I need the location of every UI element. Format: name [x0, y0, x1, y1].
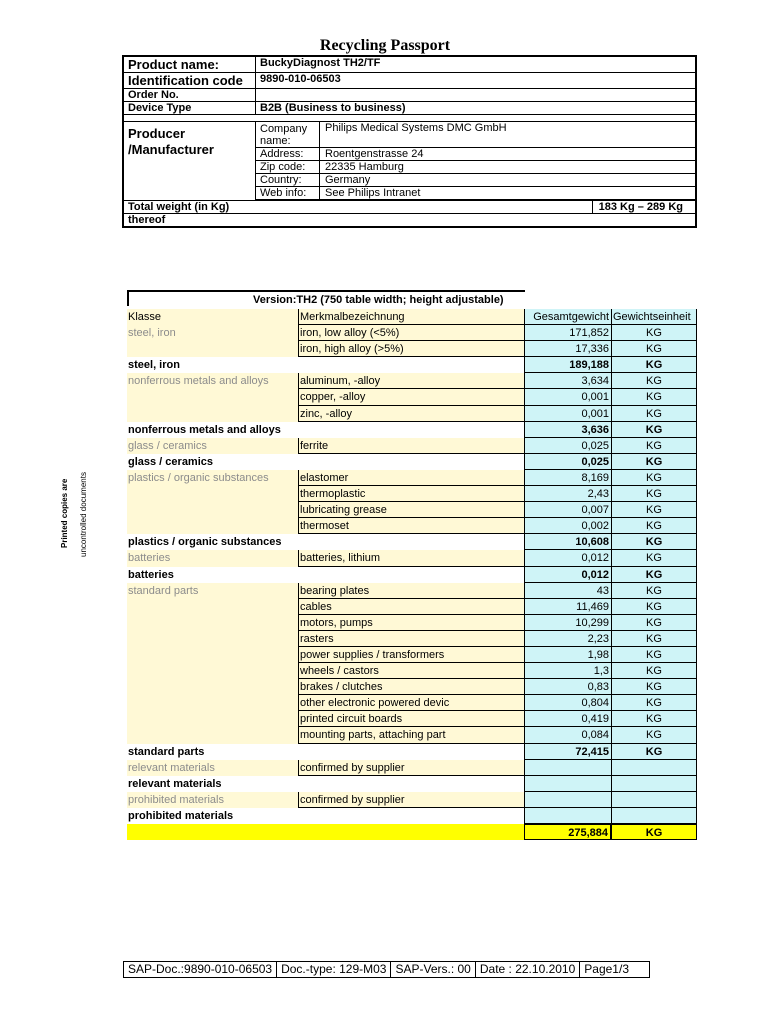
producer-label: [124, 122, 256, 200]
web-label: Web info:: [256, 186, 320, 199]
table-row: [127, 599, 697, 615]
klasse-cell: steel, iron: [127, 357, 524, 373]
unit-cell: KG: [611, 631, 697, 647]
device-type-value: B2B (Business to business): [260, 102, 406, 114]
table-subtotal-row: [127, 422, 697, 438]
unit-cell: [611, 760, 697, 776]
order-row: [124, 89, 695, 102]
weight-cell: 171,852: [524, 325, 611, 341]
weight-cell: 10,608: [524, 534, 611, 550]
unit-cell: KG: [611, 357, 697, 373]
col-header-klasse: Klasse: [127, 309, 298, 325]
klasse-cell: plastics / organic substances: [127, 470, 298, 486]
weight-cell: 17,336: [524, 341, 611, 357]
unit-cell: KG: [611, 583, 697, 599]
product-name-value: BuckyDiagnost TH2/TF: [260, 57, 381, 69]
unit-cell: KG: [611, 389, 697, 405]
klasse-cell: [127, 341, 298, 357]
table-row: [127, 583, 697, 599]
table-row: [127, 406, 697, 422]
merkmal-cell: cables: [298, 599, 524, 615]
unit-cell: [611, 808, 697, 824]
id-code-row: [124, 73, 695, 89]
klasse-cell: [127, 824, 524, 840]
thereof-label: thereof: [124, 213, 695, 226]
klasse-cell: [127, 406, 298, 422]
table-body: [127, 325, 697, 840]
weight-cell: 0,002: [524, 518, 611, 534]
table-subtotal-row: [127, 567, 697, 583]
device-type-row: [124, 102, 695, 115]
footer-doc-type: Doc.-type: 129-M03: [277, 962, 391, 977]
zip-value: 22335 Hamburg: [320, 160, 695, 173]
unit-cell: KG: [611, 502, 697, 518]
unit-cell: KG: [611, 599, 697, 615]
unit-cell: KG: [611, 406, 697, 422]
klasse-cell: glass / ceramics: [127, 438, 298, 454]
weight-cell: 2,43: [524, 486, 611, 502]
product-name-row: [124, 57, 695, 73]
klasse-cell: [127, 663, 298, 679]
unit-cell: KG: [611, 341, 697, 357]
weight-cell: [524, 760, 611, 776]
merkmal-cell: confirmed by supplier: [298, 760, 524, 776]
klasse-cell: [127, 679, 298, 695]
footer-page: Page1/3: [584, 962, 629, 976]
document-footer: [123, 961, 650, 978]
product-header-box: [122, 55, 697, 228]
klasse-cell: [127, 711, 298, 727]
table-row: [127, 631, 697, 647]
unit-cell: [611, 792, 697, 808]
address-value: Roentgenstrasse 24: [320, 147, 695, 160]
table-subtotal-row: [127, 454, 697, 470]
zip-label: Zip code:: [256, 160, 320, 173]
klasse-cell: [127, 518, 298, 534]
klasse-cell: [127, 615, 298, 631]
version-label: Version:TH2 (750 table width; height adjustable): [127, 290, 525, 306]
merkmal-cell: thermoset: [298, 518, 524, 534]
merkmal-cell: iron, high alloy (>5%): [298, 341, 524, 357]
footer-date: Date : 22.10.2010: [476, 962, 580, 977]
table-row: [127, 389, 697, 405]
unit-cell: KG: [611, 438, 697, 454]
weight-cell: 3,634: [524, 373, 611, 389]
order-label: Order No.: [124, 89, 256, 101]
klasse-cell: relevant materials: [127, 760, 298, 776]
weight-cell: 275,884: [524, 824, 611, 840]
country-value: Germany: [320, 173, 695, 186]
total-weight-label: Total weight (in Kg): [128, 201, 230, 213]
table-row: [127, 647, 697, 663]
unit-cell: KG: [611, 615, 697, 631]
unit-cell: KG: [611, 373, 697, 389]
weight-cell: 72,415: [524, 744, 611, 760]
weight-cell: 0,83: [524, 679, 611, 695]
table-row: [127, 727, 697, 743]
merkmal-cell: brakes / clutches: [298, 679, 524, 695]
weight-cell: 3,636: [524, 422, 611, 438]
country-row: [256, 173, 695, 186]
document-title: Recycling Passport: [319, 37, 451, 54]
table-row: [127, 695, 697, 711]
company-label: Company name:: [256, 122, 320, 147]
weight-cell: 10,299: [524, 615, 611, 631]
zip-row: [256, 160, 695, 173]
klasse-cell: nonferrous metals and alloys: [127, 373, 298, 389]
merkmal-cell: thermoplastic: [298, 486, 524, 502]
klasse-cell: glass / ceramics: [127, 454, 524, 470]
klasse-cell: [127, 389, 298, 405]
klasse-cell: [127, 647, 298, 663]
klasse-cell: [127, 727, 298, 743]
klasse-cell: standard parts: [127, 744, 524, 760]
klasse-cell: [127, 502, 298, 518]
unit-cell: KG: [611, 550, 697, 566]
unit-cell: KG: [611, 727, 697, 743]
footer-sap-doc: SAP-Doc.:9890-010-06503: [124, 962, 277, 977]
unit-cell: KG: [611, 567, 697, 583]
unit-cell: KG: [611, 824, 697, 840]
producer-details: [256, 122, 695, 200]
total-weight-value: 183 Kg – 289 Kg: [592, 201, 695, 213]
merkmal-cell: iron, low alloy (<5%): [298, 325, 524, 341]
producer-label-line2: /Manufacturer: [128, 142, 214, 157]
klasse-cell: prohibited materials: [127, 808, 524, 824]
side-note-line2: uncontrolled documents: [79, 472, 88, 557]
klasse-cell: [127, 599, 298, 615]
company-value: Philips Medical Systems DMC GmbH: [325, 122, 507, 134]
klasse-cell: batteries: [127, 550, 298, 566]
merkmal-cell: zinc, -alloy: [298, 406, 524, 422]
weight-cell: 0,025: [524, 438, 611, 454]
klasse-cell: [127, 486, 298, 502]
col-header-merkmal: Merkmalbezeichnung: [298, 309, 524, 325]
col-header-gesamtgewicht: Gesamtgewicht: [524, 309, 611, 325]
table-header-row: [127, 309, 697, 325]
order-value: [256, 89, 695, 101]
table-row: [127, 325, 697, 341]
unit-cell: KG: [611, 470, 697, 486]
unit-cell: KG: [611, 454, 697, 470]
unit-cell: KG: [611, 518, 697, 534]
weight-cell: [524, 776, 611, 792]
merkmal-cell: batteries, lithium: [298, 550, 524, 566]
unit-cell: KG: [611, 486, 697, 502]
weight-cell: [524, 808, 611, 824]
table-row: [127, 679, 697, 695]
klasse-cell: standard parts: [127, 583, 298, 599]
weight-cell: 0,007: [524, 502, 611, 518]
table-row: [127, 438, 697, 454]
weight-cell: 0,001: [524, 389, 611, 405]
merkmal-cell: confirmed by supplier: [298, 792, 524, 808]
table-row: [127, 373, 697, 389]
klasse-cell: [127, 631, 298, 647]
merkmal-cell: bearing plates: [298, 583, 524, 599]
materials-table: [127, 309, 697, 840]
unit-cell: KG: [611, 647, 697, 663]
id-code-value: 9890-010-06503: [260, 73, 341, 85]
table-row: [127, 341, 697, 357]
table-row: [127, 760, 697, 776]
col-header-gewichtseinheit: Gewichtseinheit: [611, 309, 697, 325]
product-name-label: Product name:: [124, 57, 256, 72]
merkmal-cell: elastomer: [298, 470, 524, 486]
klasse-cell: nonferrous metals and alloys: [127, 422, 524, 438]
weight-cell: 0,804: [524, 695, 611, 711]
weight-cell: [524, 792, 611, 808]
weight-cell: 0,001: [524, 406, 611, 422]
side-note-line1: Printed copies are: [60, 478, 69, 548]
weight-cell: 0,025: [524, 454, 611, 470]
unit-cell: KG: [611, 663, 697, 679]
table-row: [127, 518, 697, 534]
klasse-cell: batteries: [127, 567, 524, 583]
web-row: [256, 186, 695, 200]
table-row: [127, 615, 697, 631]
unit-cell: KG: [611, 422, 697, 438]
weight-cell: 1,3: [524, 663, 611, 679]
table-subtotal-row: [127, 808, 697, 824]
merkmal-cell: copper, -alloy: [298, 389, 524, 405]
merkmal-cell: printed circuit boards: [298, 711, 524, 727]
unit-cell: KG: [611, 711, 697, 727]
weight-cell: 0,012: [524, 550, 611, 566]
unit-cell: KG: [611, 679, 697, 695]
address-label: Address:: [256, 147, 320, 160]
table-subtotal-row: [127, 744, 697, 760]
table-row: [127, 711, 697, 727]
table-subtotal-row: [127, 534, 697, 550]
unit-cell: KG: [611, 695, 697, 711]
weight-cell: 1,98: [524, 647, 611, 663]
merkmal-cell: mounting parts, attaching part: [298, 727, 524, 743]
table-row: [127, 470, 697, 486]
table-row: [127, 792, 697, 808]
table-row: [127, 502, 697, 518]
table-row: [127, 486, 697, 502]
weight-cell: 43: [524, 583, 611, 599]
company-row: [256, 122, 695, 147]
merkmal-cell: motors, pumps: [298, 615, 524, 631]
merkmal-cell: rasters: [298, 631, 524, 647]
device-type-label: Device Type: [124, 102, 256, 114]
web-value: See Philips Intranet: [320, 186, 695, 199]
klasse-cell: steel, iron: [127, 325, 298, 341]
table-row: [127, 663, 697, 679]
table-subtotal-row: [127, 357, 697, 373]
producer-row: [124, 121, 695, 200]
footer-sap-version: SAP-Vers.: 00: [391, 962, 475, 977]
weight-cell: 8,169: [524, 470, 611, 486]
country-label: Country:: [256, 173, 320, 186]
unit-cell: KG: [611, 534, 697, 550]
id-code-label: Identification code: [124, 73, 256, 88]
table-subtotal-row: [127, 776, 697, 792]
merkmal-cell: wheels / castors: [298, 663, 524, 679]
address-row: [256, 147, 695, 160]
merkmal-cell: ferrite: [298, 438, 524, 454]
weight-cell: 2,23: [524, 631, 611, 647]
klasse-cell: plastics / organic substances: [127, 534, 524, 550]
unit-cell: KG: [611, 744, 697, 760]
unit-cell: KG: [611, 325, 697, 341]
total-weight-row: [124, 200, 695, 213]
table-row: [127, 550, 697, 566]
weight-cell: 0,012: [524, 567, 611, 583]
unit-cell: [611, 776, 697, 792]
weight-cell: 189,188: [524, 357, 611, 373]
table-total-row: [127, 824, 697, 840]
klasse-cell: prohibited materials: [127, 792, 298, 808]
weight-cell: 11,469: [524, 599, 611, 615]
merkmal-cell: power supplies / transformers: [298, 647, 524, 663]
merkmal-cell: other electronic powered devic: [298, 695, 524, 711]
klasse-cell: [127, 695, 298, 711]
klasse-cell: relevant materials: [127, 776, 524, 792]
merkmal-cell: lubricating grease: [298, 502, 524, 518]
weight-cell: 0,419: [524, 711, 611, 727]
merkmal-cell: aluminum, -alloy: [298, 373, 524, 389]
producer-label-line1: Producer: [128, 126, 186, 141]
weight-cell: 0,084: [524, 727, 611, 743]
